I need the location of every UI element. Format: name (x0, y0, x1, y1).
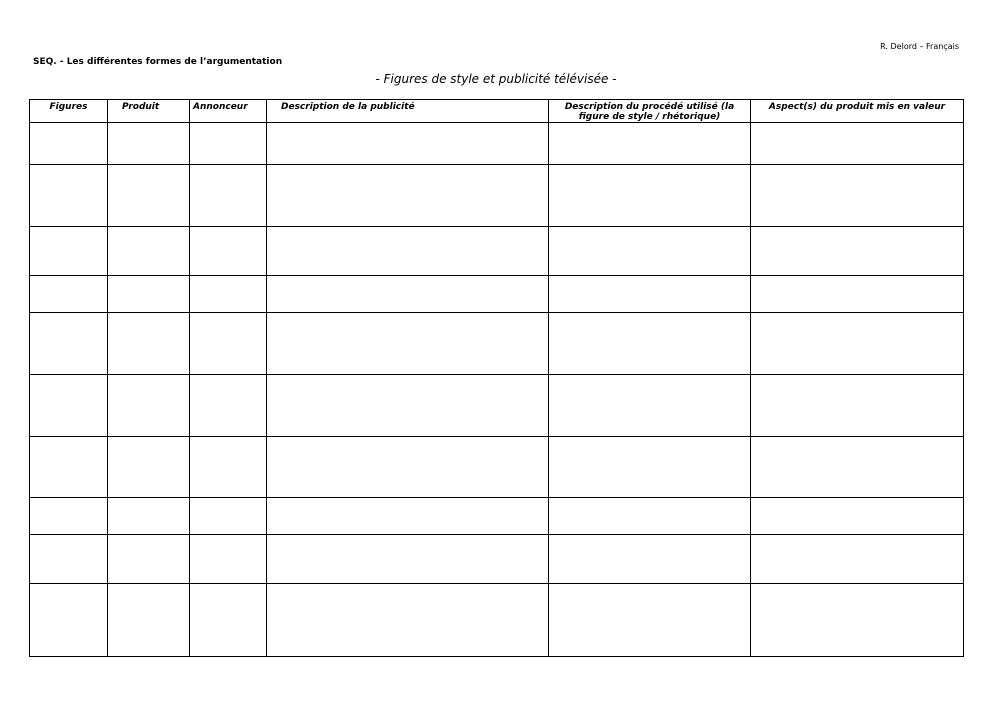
table-row (30, 123, 964, 165)
table-cell[interactable] (751, 123, 964, 165)
table-cell[interactable] (108, 276, 190, 313)
table-row (30, 313, 964, 375)
worksheet-body (30, 123, 964, 657)
table-cell[interactable] (108, 313, 190, 375)
table-cell[interactable] (751, 535, 964, 584)
table-cell[interactable] (108, 535, 190, 584)
table-cell[interactable] (190, 584, 267, 657)
table-cell[interactable] (267, 437, 549, 498)
table-cell[interactable] (30, 276, 108, 313)
worksheet-subtitle: - Figures de style et publicité télévisée - (375, 72, 617, 86)
table-cell[interactable] (190, 498, 267, 535)
table-cell[interactable] (108, 375, 190, 437)
table-cell[interactable] (190, 227, 267, 276)
table-cell[interactable] (30, 535, 108, 584)
table-cell[interactable] (267, 313, 549, 375)
table-cell[interactable] (108, 165, 190, 227)
table-cell[interactable] (30, 165, 108, 227)
table-cell[interactable] (549, 227, 751, 276)
table-cell[interactable] (549, 123, 751, 165)
table-row (30, 165, 964, 227)
table-cell[interactable] (751, 375, 964, 437)
table-cell[interactable] (549, 535, 751, 584)
table-cell[interactable] (30, 313, 108, 375)
table-row (30, 276, 964, 313)
sequence-title: SEQ. - Les différentes formes de l’argumentation (33, 57, 283, 67)
table-cell[interactable] (751, 498, 964, 535)
table-cell[interactable] (751, 313, 964, 375)
table-cell[interactable] (190, 276, 267, 313)
table-cell[interactable] (549, 165, 751, 227)
table-cell[interactable] (267, 123, 549, 165)
table-cell[interactable] (267, 227, 549, 276)
table-cell[interactable] (549, 584, 751, 657)
table-cell[interactable] (267, 375, 549, 437)
table-cell[interactable] (751, 276, 964, 313)
table-cell[interactable] (267, 498, 549, 535)
table-cell[interactable] (267, 535, 549, 584)
table-cell[interactable] (190, 165, 267, 227)
column-header-annonceur: Annonceur (190, 100, 267, 123)
table-row (30, 584, 964, 657)
table-cell[interactable] (190, 313, 267, 375)
table-cell[interactable] (267, 165, 549, 227)
table-cell[interactable] (267, 584, 549, 657)
table-cell[interactable] (30, 375, 108, 437)
column-header-description-procede: Description du procédé utilisé (la figure de style / rhétorique) (549, 100, 751, 123)
table-row (30, 375, 964, 437)
table-cell[interactable] (267, 276, 549, 313)
author-credit: R. Delord – Français (880, 42, 959, 51)
table-cell[interactable] (190, 535, 267, 584)
table-cell[interactable] (108, 437, 190, 498)
worksheet-table (29, 99, 964, 657)
table-cell[interactable] (751, 165, 964, 227)
table-cell[interactable] (549, 437, 751, 498)
header-row (30, 100, 964, 123)
column-header-produit: Produit (108, 100, 190, 123)
table-cell[interactable] (549, 276, 751, 313)
column-header-description-publicite: Description de la publicité (267, 100, 549, 123)
table-cell[interactable] (30, 123, 108, 165)
table-row (30, 535, 964, 584)
table-cell[interactable] (30, 498, 108, 535)
table-cell[interactable] (30, 227, 108, 276)
table-row (30, 498, 964, 535)
table-cell[interactable] (108, 227, 190, 276)
table-cell[interactable] (190, 123, 267, 165)
column-header-figures: Figures (30, 100, 108, 123)
table-cell[interactable] (751, 227, 964, 276)
table-cell[interactable] (108, 584, 190, 657)
table-row (30, 437, 964, 498)
table-cell[interactable] (190, 375, 267, 437)
table-cell[interactable] (108, 123, 190, 165)
table-cell[interactable] (549, 375, 751, 437)
table-cell[interactable] (549, 498, 751, 535)
table-cell[interactable] (30, 437, 108, 498)
table-cell[interactable] (751, 437, 964, 498)
table-cell[interactable] (108, 498, 190, 535)
table-cell[interactable] (190, 437, 267, 498)
table-cell[interactable] (549, 313, 751, 375)
column-header-aspects-produit: Aspect(s) du produit mis en valeur (751, 100, 964, 123)
table-row (30, 227, 964, 276)
table-cell[interactable] (751, 584, 964, 657)
table-cell[interactable] (30, 584, 108, 657)
